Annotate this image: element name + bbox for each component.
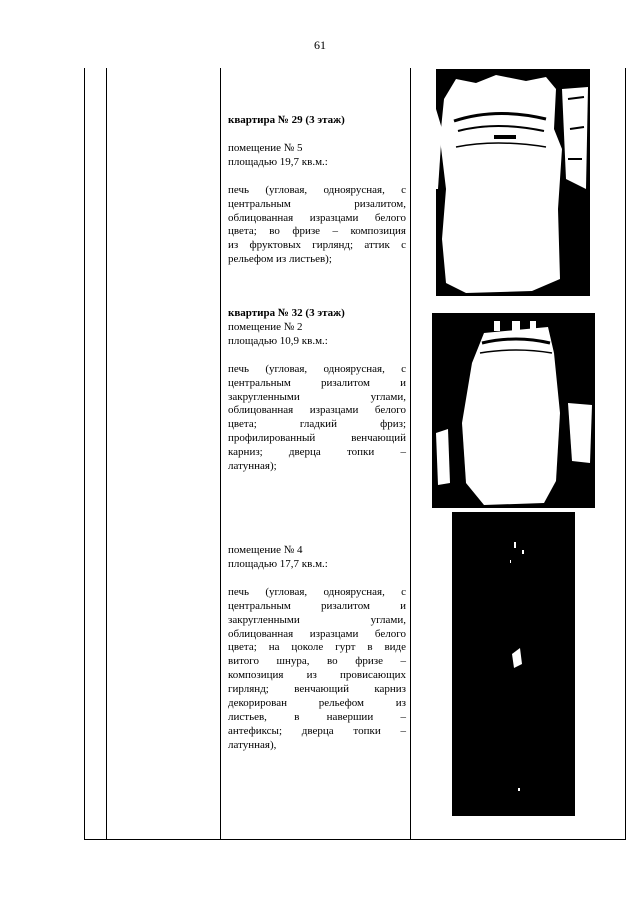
page-number: 61: [314, 38, 326, 52]
stove-description: [228, 184, 406, 267]
table-border-left: [84, 68, 85, 839]
room-area: площадью 19,7 кв.м.:: [228, 155, 328, 168]
room-area: площадью 17,7 кв.м.:: [228, 557, 328, 570]
entry-apartment-29: [228, 114, 406, 267]
description-line: латунная);: [228, 460, 277, 473]
description-line: облицованная изразцами белого: [228, 404, 406, 417]
stove-photo-room-4: [452, 512, 575, 816]
description-line: закругленными углами,: [228, 390, 406, 403]
description-line: антефиксы; дверца топки –: [228, 724, 406, 737]
description-line: рельефом из листьев);: [228, 253, 332, 266]
table-border-right: [625, 68, 626, 839]
stove-photo-apartment-32: [432, 313, 595, 508]
description-line: композиция из провисающих: [228, 669, 406, 682]
description-line: печь (угловая, одноярусная, с: [228, 362, 406, 375]
description-line: латунная),: [228, 738, 277, 751]
description-line: гирлянд; венчающий карниз: [228, 683, 406, 696]
stove-description: [228, 363, 406, 474]
description-line: центральным ризалитом и: [228, 599, 406, 612]
description-line: центральным ризалитом и: [228, 376, 406, 389]
table-column-divider: [410, 68, 411, 839]
stove-photo-apartment-29: [436, 69, 590, 296]
stove-photo-image: [452, 512, 575, 816]
entry-apartment-32: [228, 307, 406, 474]
description-line: листьев, в навершии –: [228, 710, 406, 723]
table-bottom-border: [84, 839, 626, 840]
table-column-divider: [220, 68, 221, 839]
table-column-divider: [106, 68, 107, 839]
description-line: печь (угловая, одноярусная, с: [228, 585, 406, 598]
description-line: карниз; дверца топки –: [228, 446, 406, 459]
description-line: витого шнура, во фризе –: [228, 655, 406, 668]
description-line: цвета; гладкий фриз;: [228, 418, 406, 431]
apartment-heading: квартира № 32 (3 этаж): [228, 307, 345, 319]
description-line: закругленными углами,: [228, 613, 406, 626]
description-line: облицованная изразцами белого: [228, 211, 406, 224]
room-area: площадью 10,9 кв.м.:: [228, 334, 328, 347]
stove-photo-image: [432, 313, 595, 508]
room-label: помещение № 4: [228, 544, 303, 556]
description-line: центральным ризалитом,: [228, 197, 406, 210]
entry-room-4: [228, 544, 406, 753]
stove-photo-image: [436, 69, 590, 296]
description-line: цвета; во фризе – композиция: [228, 225, 406, 238]
description-line: декорирован рельефом из: [228, 697, 406, 710]
description-line: печь (угловая, одноярусная, с: [228, 183, 406, 196]
room-label: помещение № 2: [228, 320, 303, 333]
description-line: из фруктовых гирлянд; аттик с: [228, 239, 406, 252]
room-label: помещение № 5: [228, 141, 303, 154]
description-line: облицованная изразцами белого: [228, 627, 406, 640]
apartment-heading: квартира № 29 (3 этаж): [228, 114, 345, 126]
stove-description: [228, 586, 406, 753]
description-line: цвета; на цоколе гурт в виде: [228, 641, 406, 654]
description-line: профилированный венчающий: [228, 432, 406, 445]
